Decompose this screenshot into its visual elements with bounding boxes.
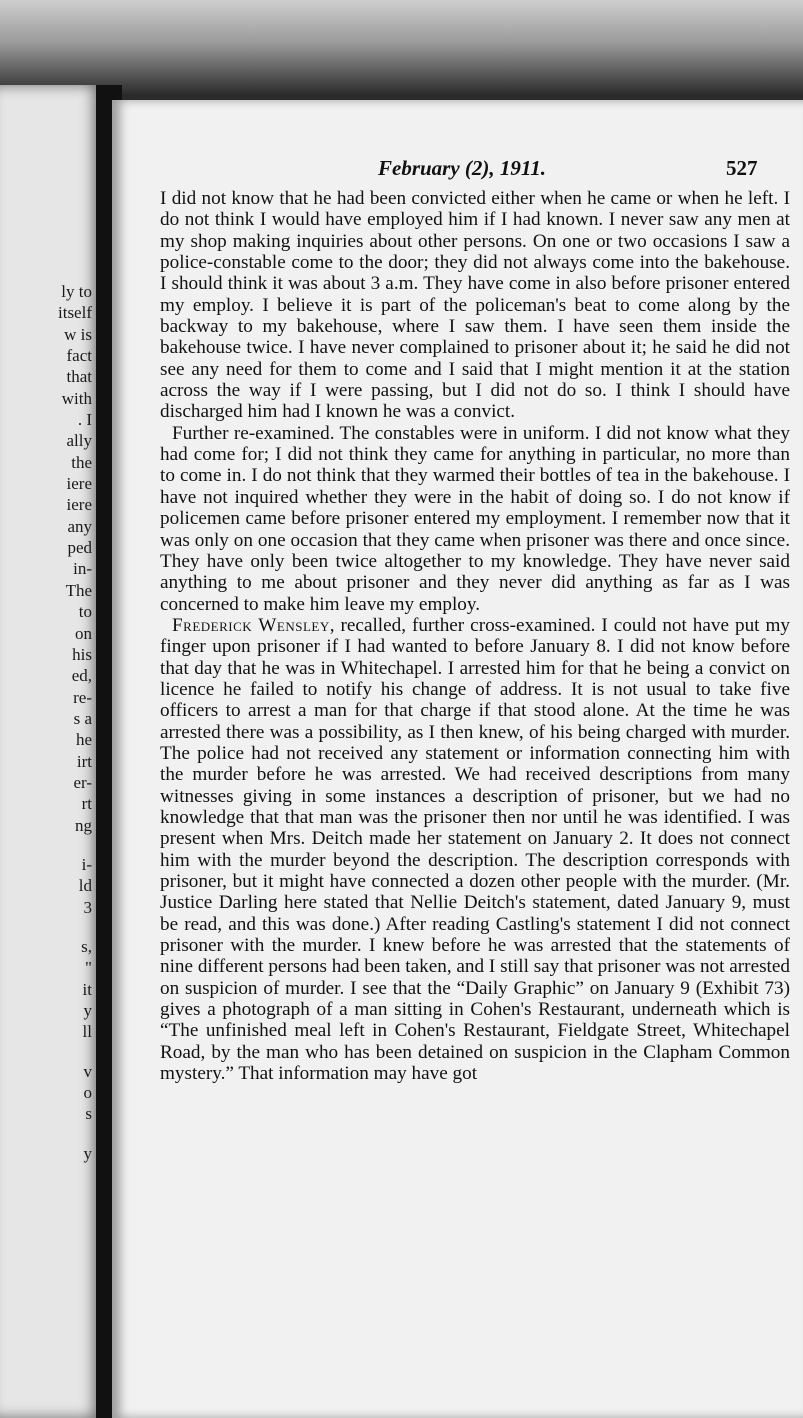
witness-name: Frederick Wensley <box>172 614 330 636</box>
left-fragment-line: v <box>83 1061 92 1081</box>
left-fragment-line: s, <box>81 936 92 956</box>
left-fragment-line: . I <box>77 410 92 430</box>
paragraph-1 <box>160 188 790 423</box>
left-fragment-line: his <box>72 644 92 664</box>
left-fragment-line: rt <box>81 794 92 814</box>
left-fragment-line: i- <box>81 854 92 874</box>
left-fragment-line: y <box>83 1143 92 1163</box>
left-fragment-line: that <box>66 367 92 387</box>
left-fragment-line: re- <box>73 687 92 707</box>
header-date: February (2), 1911. <box>378 156 546 180</box>
left-fragment-line: irt <box>76 751 92 771</box>
left-fragment-line: on <box>75 623 92 643</box>
left-fragment-line: ng <box>75 815 92 835</box>
paragraph-1-text: I did not know that he had been convicted either when he came or when he left. I do not think I would have employed him if I had known. I never saw any men at my shop making inquiries about other persons. On one or two occasions I saw a police-constable come to the door; they did not always come into the bakehouse. I should think it was about 3 a.m. They have come in also before prisoner entered my employ. I believe it is part of the policeman's beat to come along by the backway to my bakehouse, where I saw them. I have seen them inside the bakehouse twice. I have never complained to prisoner about it; he said he did not see any need for them to come and I said that I might mention it at the station across the way if I were passing, but I did not do so. I think I should have discharged him had I known he was a convict. <box>160 188 790 423</box>
left-fragment-line: 3 <box>83 897 92 917</box>
paragraph-3-text: , recalled, further cross-examined. I could not have put my finger upon prisoner if I had wanted to before January 8. I did not know before that day that he was in Whitechapel. I arrested him for that he being a convict on licence he failed to notify his change of address. It is not usual to take five officers to arrest a man for that charge if that stood alone. At the time he was arrested there was a possibility, as I then knew, of his being charged with murder. The police had not received any statement or information connecting him with the murder before he was arrested. We had received descriptions from many witnesses giving in some instances a description of prisoner, but we had no knowledge that that man was the prisoner then nor until he was identified. I was present when Mrs. Deitch made her statement on January 2. It does not connect him with the murder beyond the description. The description corresponds with prisoner, but it might have connected a dozen other people with the murder. (Mr. Justice Darling here stated that Nellie Deitch's statement, dated January 9, must be read, and this was done.) After reading Castling's statement I did not connect prisoner with the murder. I knew before he was arrested that the statements of nine different persons had been taken, and I still say that prisoner was not arrested on suspicion of murder. I see that the “Daily Graphic” on January 9 (Exhibit 73) gives a photograph of a man sitting in Cohen's Restaurant, underneath which is “The unfinished meal left in Cohen's Restaurant, Fieldgate Street, Whitechapel Road, by the man who has been detained on suspicion in the Clapham Common mystery.” That information may have got <box>160 614 791 1085</box>
page-body <box>160 188 790 1084</box>
left-fragment-line: any <box>67 516 92 536</box>
left-fragment-line: it <box>82 979 92 999</box>
left-fragment-line: ld <box>78 876 92 896</box>
page-number: 527 <box>726 156 758 180</box>
left-page <box>0 85 104 1418</box>
left-fragment-line: ed, <box>71 666 92 686</box>
left-fragment-line <box>0 1125 92 1143</box>
left-fragment-line: the <box>71 452 92 472</box>
left-fragment-line: with <box>61 388 92 408</box>
right-page <box>112 100 803 1418</box>
left-fragment-line: in- <box>73 559 92 579</box>
left-fragment-line: to <box>78 602 92 622</box>
left-fragment-line: ped <box>67 538 92 558</box>
left-fragment-line <box>0 918 92 936</box>
left-fragment-line <box>0 1043 92 1061</box>
left-page-text-fragments <box>0 281 96 1164</box>
paragraph-2 <box>160 423 790 615</box>
paragraph-2-text: Further re-examined. The constables were in uniform. I did not know what they had come for; I did not think they came for anything in particular, no more than to come in. I do not think that they warmed their bottles of tea in the bakehouse. I have not inquired whether they were in the habit of doing so. I do not know if policemen came before prisoner entered my employment. I remember now that it was only on one occasion that they came when prisoner was there and once since. They have only been twice altogether to my knowledge. They have never said anything to me about prisoner and they never did anything as far as I was concerned to make him leave my employ. <box>160 422 790 615</box>
left-fragment-line: The <box>65 580 92 600</box>
left-fragment-line: er- <box>73 772 92 792</box>
left-fragment-line: he <box>75 730 92 750</box>
left-fragment-line: ll <box>82 1022 92 1042</box>
left-fragment-line: " <box>85 958 92 978</box>
running-header <box>112 156 803 186</box>
left-fragment-line: iere <box>66 495 92 515</box>
left-fragment-line: o <box>83 1083 92 1103</box>
book-background-top <box>0 0 803 95</box>
left-fragment-line: ally <box>66 431 92 451</box>
left-fragment-line: w is <box>64 324 92 344</box>
left-fragment-line: s <box>85 1104 92 1124</box>
left-fragment-line: fact <box>66 346 92 366</box>
left-fragment-line <box>0 836 92 854</box>
left-fragment-line: s a <box>73 708 92 728</box>
left-fragment-line: iere <box>66 474 92 494</box>
paragraph-3 <box>160 615 790 1085</box>
left-fragment-line: y <box>83 1001 92 1020</box>
left-fragment-line: ly to <box>61 282 92 301</box>
left-fragment-line: itself <box>58 303 92 323</box>
